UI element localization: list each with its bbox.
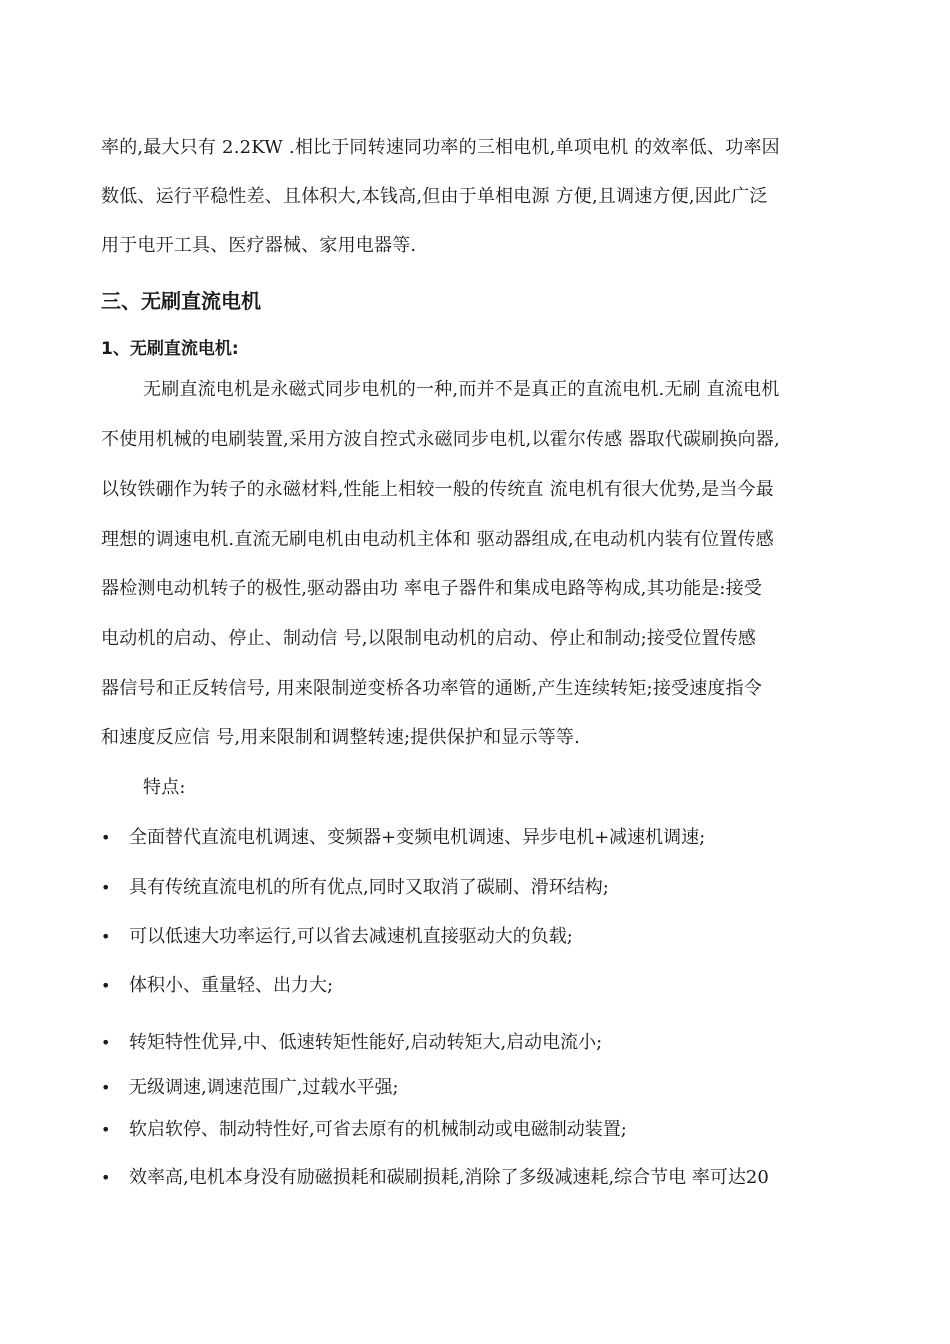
bullet-icon: • xyxy=(101,976,111,995)
list-item-text: 体积小、重量轻、出力大; xyxy=(129,975,334,996)
list-item-text: 全面替代直流电机调速、变频器+变频电机调速、异步电机+减速机调速; xyxy=(129,827,706,848)
list-item-text: 无级调速,调速范围广,过载水平强; xyxy=(129,1077,399,1098)
list-item-text: 转矩特性优异,中、低速转矩性能好,启动转矩大,启动电流小; xyxy=(129,1032,603,1053)
body-line-2: 不使用机械的电刷装置,采用方波自控式永磁同步电机,以霍尔传感 器取代碳刷换向器, xyxy=(101,429,780,450)
bullet-icon: • xyxy=(101,1120,111,1139)
subsection-heading: 1、无刷直流电机: xyxy=(101,339,239,359)
list-item-text: 可以低速大功率运行,可以省去减速机直接驱动大的负载; xyxy=(129,926,573,947)
intro-line-3: 用于电开工具、医疗器械、家用电器等. xyxy=(101,235,417,256)
intro-line-1: 率的,最大只有 2.2KW .相比于同转速同功率的三相电机,单项电机 的效率低、功率因 xyxy=(101,137,780,158)
body-line-1: 无刷直流电机是永磁式同步电机的一种,而并不是真正的直流电机.无刷 直流电机 xyxy=(143,379,780,400)
bullet-icon: • xyxy=(101,927,111,946)
section-heading: 三、无刷直流电机 xyxy=(101,289,261,313)
body-line-3: 以钕铁硼作为转子的永磁材料,性能上相较一般的传统直 流电机有很大优势,是当今最 xyxy=(101,479,774,500)
list-item-text: 具有传统直流电机的所有优点,同时又取消了碳刷、滑环结构; xyxy=(129,877,609,898)
bullet-icon: • xyxy=(101,878,111,897)
body-line-8: 和速度反应信 号,用来限制和调整转速;提供保护和显示等等. xyxy=(101,727,581,748)
body-line-7: 器信号和正反转信号, 用来限制逆变桥各功率管的通断,产生连续转矩;接受速度指令 xyxy=(101,678,763,699)
intro-line-2: 数低、运行平稳性差、且体积大,本钱高,但由于单相电源 方便,且调速方便,因此广泛 xyxy=(101,186,768,207)
bullet-icon: • xyxy=(101,1168,111,1187)
features-label: 特点: xyxy=(143,777,186,798)
bullet-icon: • xyxy=(101,1033,111,1052)
list-item-text: 效率高,电机本身没有励磁损耗和碳刷损耗,消除了多级减速耗,综合节电 率可达20 xyxy=(129,1167,769,1188)
bullet-icon: • xyxy=(101,1078,111,1097)
list-item-text: 软启软停、制动特性好,可省去原有的机械制动或电磁制动装置; xyxy=(129,1119,627,1140)
body-line-4: 理想的调速电机.直流无刷电机由电动机主体和 驱动器组成,在电动机内装有位置传感 xyxy=(101,529,774,550)
bullet-icon: • xyxy=(101,828,111,847)
body-line-6: 电动机的启动、停止、制动信 号,以限制电动机的启动、停止和制动;接受位置传感 xyxy=(101,628,757,649)
body-line-5: 器检测电动机转子的极性,驱动器由功 率电子器件和集成电路等构成,其功能是:接受 xyxy=(101,578,763,599)
